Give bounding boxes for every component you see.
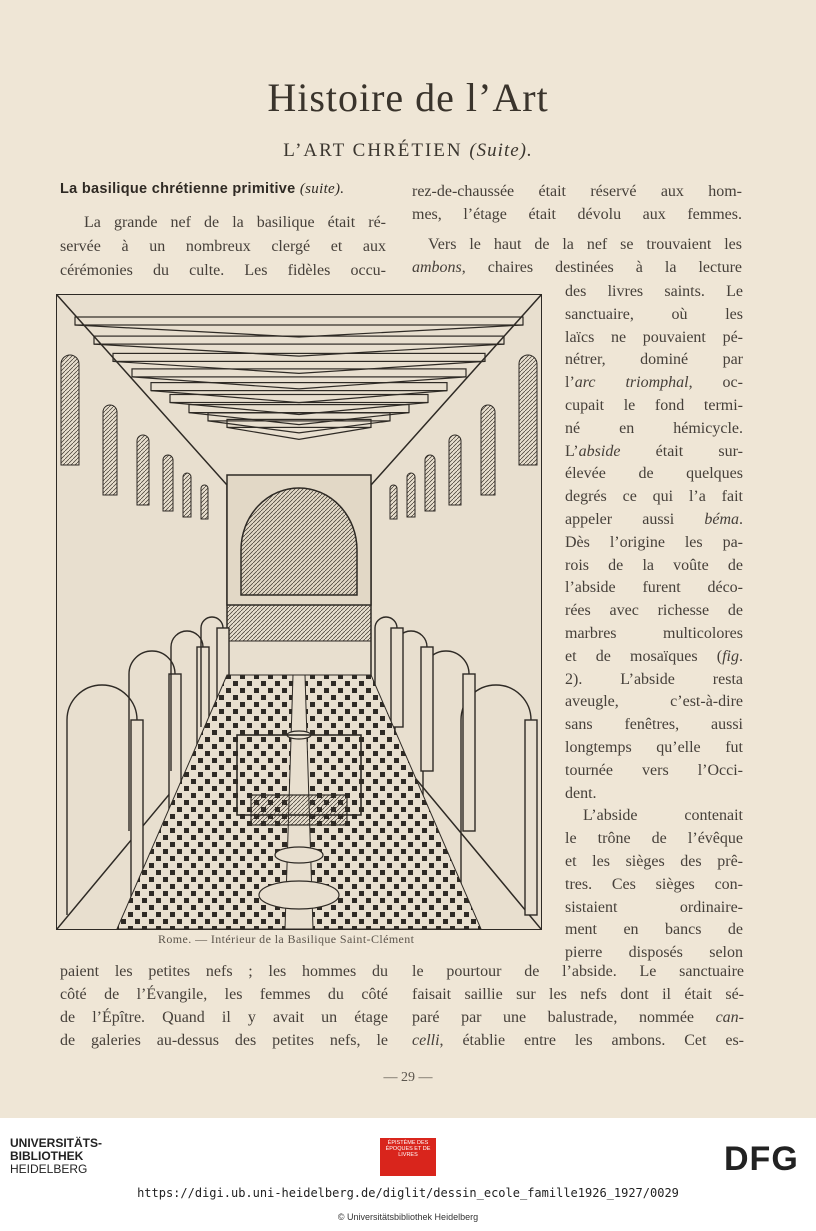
text-line: paient les petites nefs ; les hommes du: [60, 963, 388, 980]
window: [183, 473, 191, 517]
university-library-logo[interactable]: [10, 1137, 102, 1176]
subtitle-suite: (Suite).: [469, 140, 533, 161]
window: [425, 455, 435, 511]
text-line: de l’Épître. Quand il y avait un étage: [60, 1009, 388, 1026]
window: [201, 485, 208, 519]
text-line: cupait le fond termi-: [565, 397, 743, 414]
heading-suite: (suite).: [299, 181, 345, 197]
text-line: le pourtour de l’abside. Le sanctuaire: [412, 963, 744, 980]
text-line: degrés ce qui l’a fait: [565, 488, 743, 506]
text-line: le trône de l’évêque: [565, 830, 743, 848]
text-line: marbres multicolores: [565, 625, 743, 642]
window: [449, 435, 461, 505]
text-line: ambons, chaires destinées à la lecture: [412, 259, 742, 276]
arcade-arch: [67, 685, 137, 915]
library-name-3: HEIDELBERG: [10, 1162, 88, 1176]
window: [163, 455, 173, 511]
basilica-engraving: [56, 294, 542, 930]
text-line: ment en bancs de: [565, 921, 743, 939]
column: [525, 720, 537, 915]
column: [421, 647, 433, 771]
ceiling-truss: [151, 391, 447, 403]
text-line: Vers le haut de la nef se trouvaient les: [428, 236, 742, 253]
heading-main: La basilique chrétienne primitive: [60, 181, 296, 197]
article-heading: [60, 181, 344, 198]
text-line: tres. Ces sièges con-: [565, 875, 743, 893]
page-title: Histoire de l’Art: [267, 75, 549, 120]
column: [463, 674, 475, 831]
section-subtitle: [0, 140, 816, 162]
window: [519, 355, 537, 465]
window: [61, 355, 79, 465]
ceiling-beam: [189, 405, 409, 413]
badge-text: ÉPISTÈME DES ÉPOQUES ET DE LIVRES: [385, 1140, 431, 1158]
ceiling-truss: [113, 361, 485, 373]
window: [407, 473, 415, 517]
page-number: — 29 —: [383, 1070, 433, 1085]
floor-rota: [259, 881, 339, 909]
permalink-url[interactable]: https://digi.ub.uni-heidelberg.de/diglit/dessin_ecole_famille1926_1927/0029: [137, 1186, 679, 1200]
window: [103, 405, 117, 495]
library-name-1: UNIVERSITÄTS-: [10, 1136, 103, 1150]
text-line: appeler aussi béma.: [565, 511, 743, 528]
column: [391, 628, 403, 727]
text-line: L’abside était sur-: [565, 442, 743, 460]
text-line: élevée de quelques: [565, 465, 743, 483]
text-line: paré par une balustrade, nommée can-: [412, 1009, 744, 1026]
floor-rota: [275, 847, 323, 863]
dfg-logo[interactable]: DFG: [724, 1140, 799, 1178]
text-line: laïcs ne pouvaient pé-: [565, 328, 743, 346]
text-line: rez-de-chaussée était réservé aux hom-: [412, 183, 742, 200]
text-line: mes, l’étage était dévolu aux femmes.: [412, 206, 742, 223]
text-line: cérémonies du culte. Les fidèles occu-: [60, 262, 386, 279]
text-line: rées avec richesse de: [565, 602, 743, 620]
text-line: La grande nef de la basilique était ré-: [84, 214, 386, 231]
text-line: celli, établie entre les ambons. Cet es-: [412, 1032, 744, 1049]
text-line: de galeries au-dessus des petites nefs, le: [60, 1032, 388, 1049]
text-line: né en hémicycle.: [565, 419, 743, 437]
text-line: sans fenêtres, aussi: [565, 716, 743, 734]
text-line: des livres saints. Le: [565, 283, 743, 300]
subtitle-main: L’ART CHRÉTIEN: [283, 140, 463, 161]
basilica-illustration: [57, 295, 541, 929]
window: [481, 405, 495, 495]
text-line: Dès l’origine les pa-: [565, 533, 743, 551]
text-line: et de mosaïques (fig.: [565, 647, 743, 665]
text-line: aveugle, c’est-à-dire: [565, 693, 743, 711]
text-line: 2). L’abside resta: [565, 670, 743, 688]
window: [390, 485, 397, 519]
ceiling-truss: [94, 344, 504, 356]
ceiling-beam: [113, 353, 485, 361]
text-line: servée à un nombreux clergé et aux: [60, 238, 386, 255]
figure-caption: Rome. — Intérieur de la Basilique Saint-Clément: [158, 932, 415, 946]
ceiling-beam: [75, 317, 523, 325]
episteme-badge[interactable]: [380, 1138, 436, 1176]
text-line: faisait saillie sur les nefs dont il était sé-: [412, 986, 744, 1003]
text-line: sanctuaire, où les: [565, 305, 743, 323]
window: [137, 435, 149, 505]
text-line: pierre disposés selon: [565, 944, 743, 962]
text-line: l’arc triomphal, oc-: [565, 374, 743, 392]
text-line: côté de l’Évangile, les femmes du côté: [60, 986, 388, 1003]
ceiling-truss: [75, 325, 523, 337]
text-line: et les sièges des prê-: [565, 853, 743, 870]
text-line: L’abside contenait: [583, 807, 743, 825]
text-line: nétrer, dominé par: [565, 351, 743, 369]
library-name-2: BIBLIOTHEK: [10, 1149, 84, 1163]
text-line: sistaient ordinaire-: [565, 898, 743, 916]
text-line: rois de la voûte de: [565, 556, 743, 574]
text-line: dent.: [565, 784, 597, 802]
copyright-notice: © Universitätsbibliothek Heidelberg: [337, 1212, 479, 1222]
text-line: tournée vers l’Occi-: [565, 761, 743, 779]
text-line: l’abside furent déco-: [565, 579, 743, 597]
text-line: longtemps qu’elle fut: [565, 739, 743, 756]
